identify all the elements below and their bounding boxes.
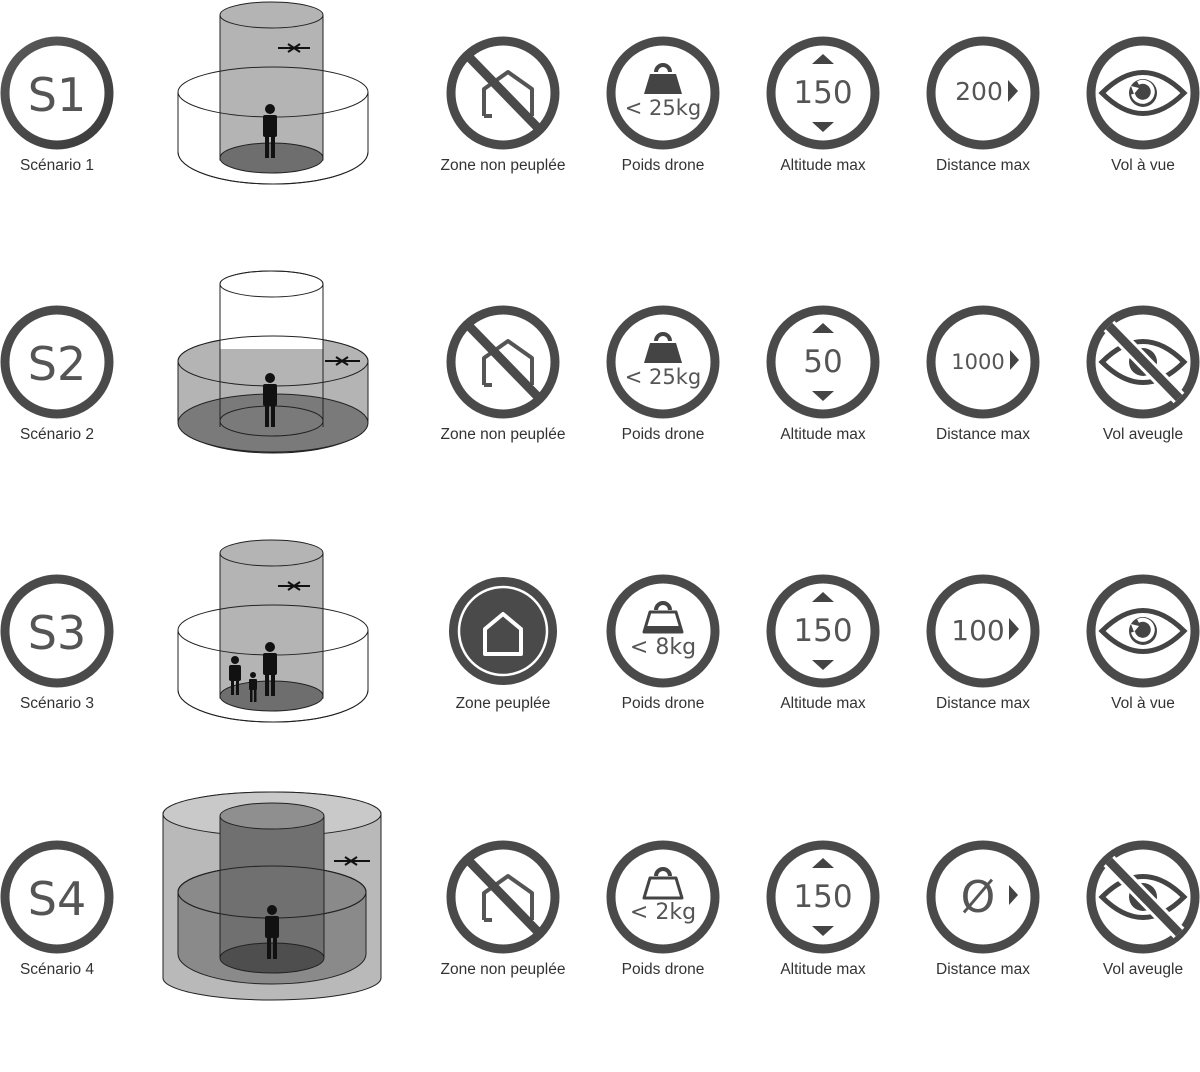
altitude-value: 150 — [793, 75, 853, 111]
scenario-code: S4 — [27, 872, 87, 926]
scenario-label: Scénario 3 — [19, 695, 95, 712]
altitude-label: Altitude max — [780, 961, 866, 978]
distance-label: Distance max — [936, 157, 1030, 174]
scenario-2-illustration — [170, 269, 380, 459]
scenario-row-2 — [0, 269, 1200, 537]
eye-slash-icon — [1086, 840, 1200, 954]
scenario-4-illustration — [160, 786, 384, 1006]
distance-icon — [926, 305, 1040, 419]
vol-label: Vol aveugle — [1102, 961, 1184, 978]
distance-value: 200 — [955, 77, 1003, 106]
weight-value: < 25kg — [624, 365, 702, 389]
distance-value: Ø — [960, 872, 996, 923]
distance-label: Distance max — [936, 426, 1030, 443]
altitude-label: Altitude max — [780, 426, 866, 443]
poids-label: Poids drone — [621, 426, 705, 443]
altitude-label: Altitude max — [780, 695, 866, 712]
eye-icon — [1086, 36, 1200, 150]
scenario-label: Scénario 2 — [19, 426, 95, 443]
altitude-label: Altitude max — [780, 157, 866, 174]
altitude-icon — [766, 305, 880, 419]
zone-non-peuplee-icon — [446, 36, 560, 150]
scenario-label: Scénario 4 — [19, 961, 95, 978]
poids-label: Poids drone — [621, 961, 705, 978]
altitude-value: 50 — [803, 344, 843, 380]
distance-icon — [926, 574, 1040, 688]
vol-label: Vol à vue — [1111, 157, 1175, 174]
altitude-value: 150 — [793, 613, 853, 649]
zone-non-peuplee-icon — [446, 305, 560, 419]
poids-label: Poids drone — [621, 157, 705, 174]
vol-label: Vol à vue — [1111, 695, 1175, 712]
distance-icon — [926, 840, 1040, 954]
poids-label: Poids drone — [621, 695, 705, 712]
weight-icon — [606, 36, 720, 150]
distance-label: Distance max — [936, 961, 1030, 978]
weight-value: < 25kg — [624, 96, 702, 120]
scenario-code: S3 — [27, 606, 87, 660]
weight-value: < 8kg — [629, 635, 697, 660]
scenario-1-illustration — [170, 0, 380, 190]
weight-icon — [606, 305, 720, 419]
distance-value: 100 — [951, 614, 1005, 647]
scenario-code: S1 — [27, 68, 87, 122]
scenario-row-1 — [0, 0, 1200, 268]
vol-label: Vol aveugle — [1102, 426, 1184, 443]
altitude-icon — [766, 840, 880, 954]
scenario-badge — [0, 840, 114, 954]
zone-label: Zone non peuplée — [440, 157, 566, 174]
zone-non-peuplee-icon — [446, 840, 560, 954]
scenario-code: S2 — [27, 337, 87, 391]
scenario-badge — [0, 305, 114, 419]
scenario-row-3 — [0, 538, 1200, 806]
altitude-icon — [766, 574, 880, 688]
eye-icon — [1086, 574, 1200, 688]
scenario-row-4 — [0, 804, 1200, 1072]
eye-slash-icon — [1086, 305, 1200, 419]
altitude-icon — [766, 36, 880, 150]
distance-icon — [926, 36, 1040, 150]
zone-label: Zone peuplée — [455, 695, 551, 712]
zone-peuplee-icon — [446, 574, 560, 688]
scenario-3-illustration — [170, 538, 380, 728]
scenario-label: Scénario 1 — [19, 157, 95, 174]
distance-label: Distance max — [936, 695, 1030, 712]
scenario-badge — [0, 574, 114, 688]
zone-label: Zone non peuplée — [440, 426, 566, 443]
altitude-value: 150 — [793, 879, 853, 915]
scenario-badge — [0, 36, 114, 150]
weight-value: < 2kg — [629, 900, 697, 925]
zone-label: Zone non peuplée — [440, 961, 566, 978]
distance-value: 1000 — [951, 350, 1005, 374]
weight-icon — [606, 574, 720, 688]
weight-icon — [606, 840, 720, 954]
